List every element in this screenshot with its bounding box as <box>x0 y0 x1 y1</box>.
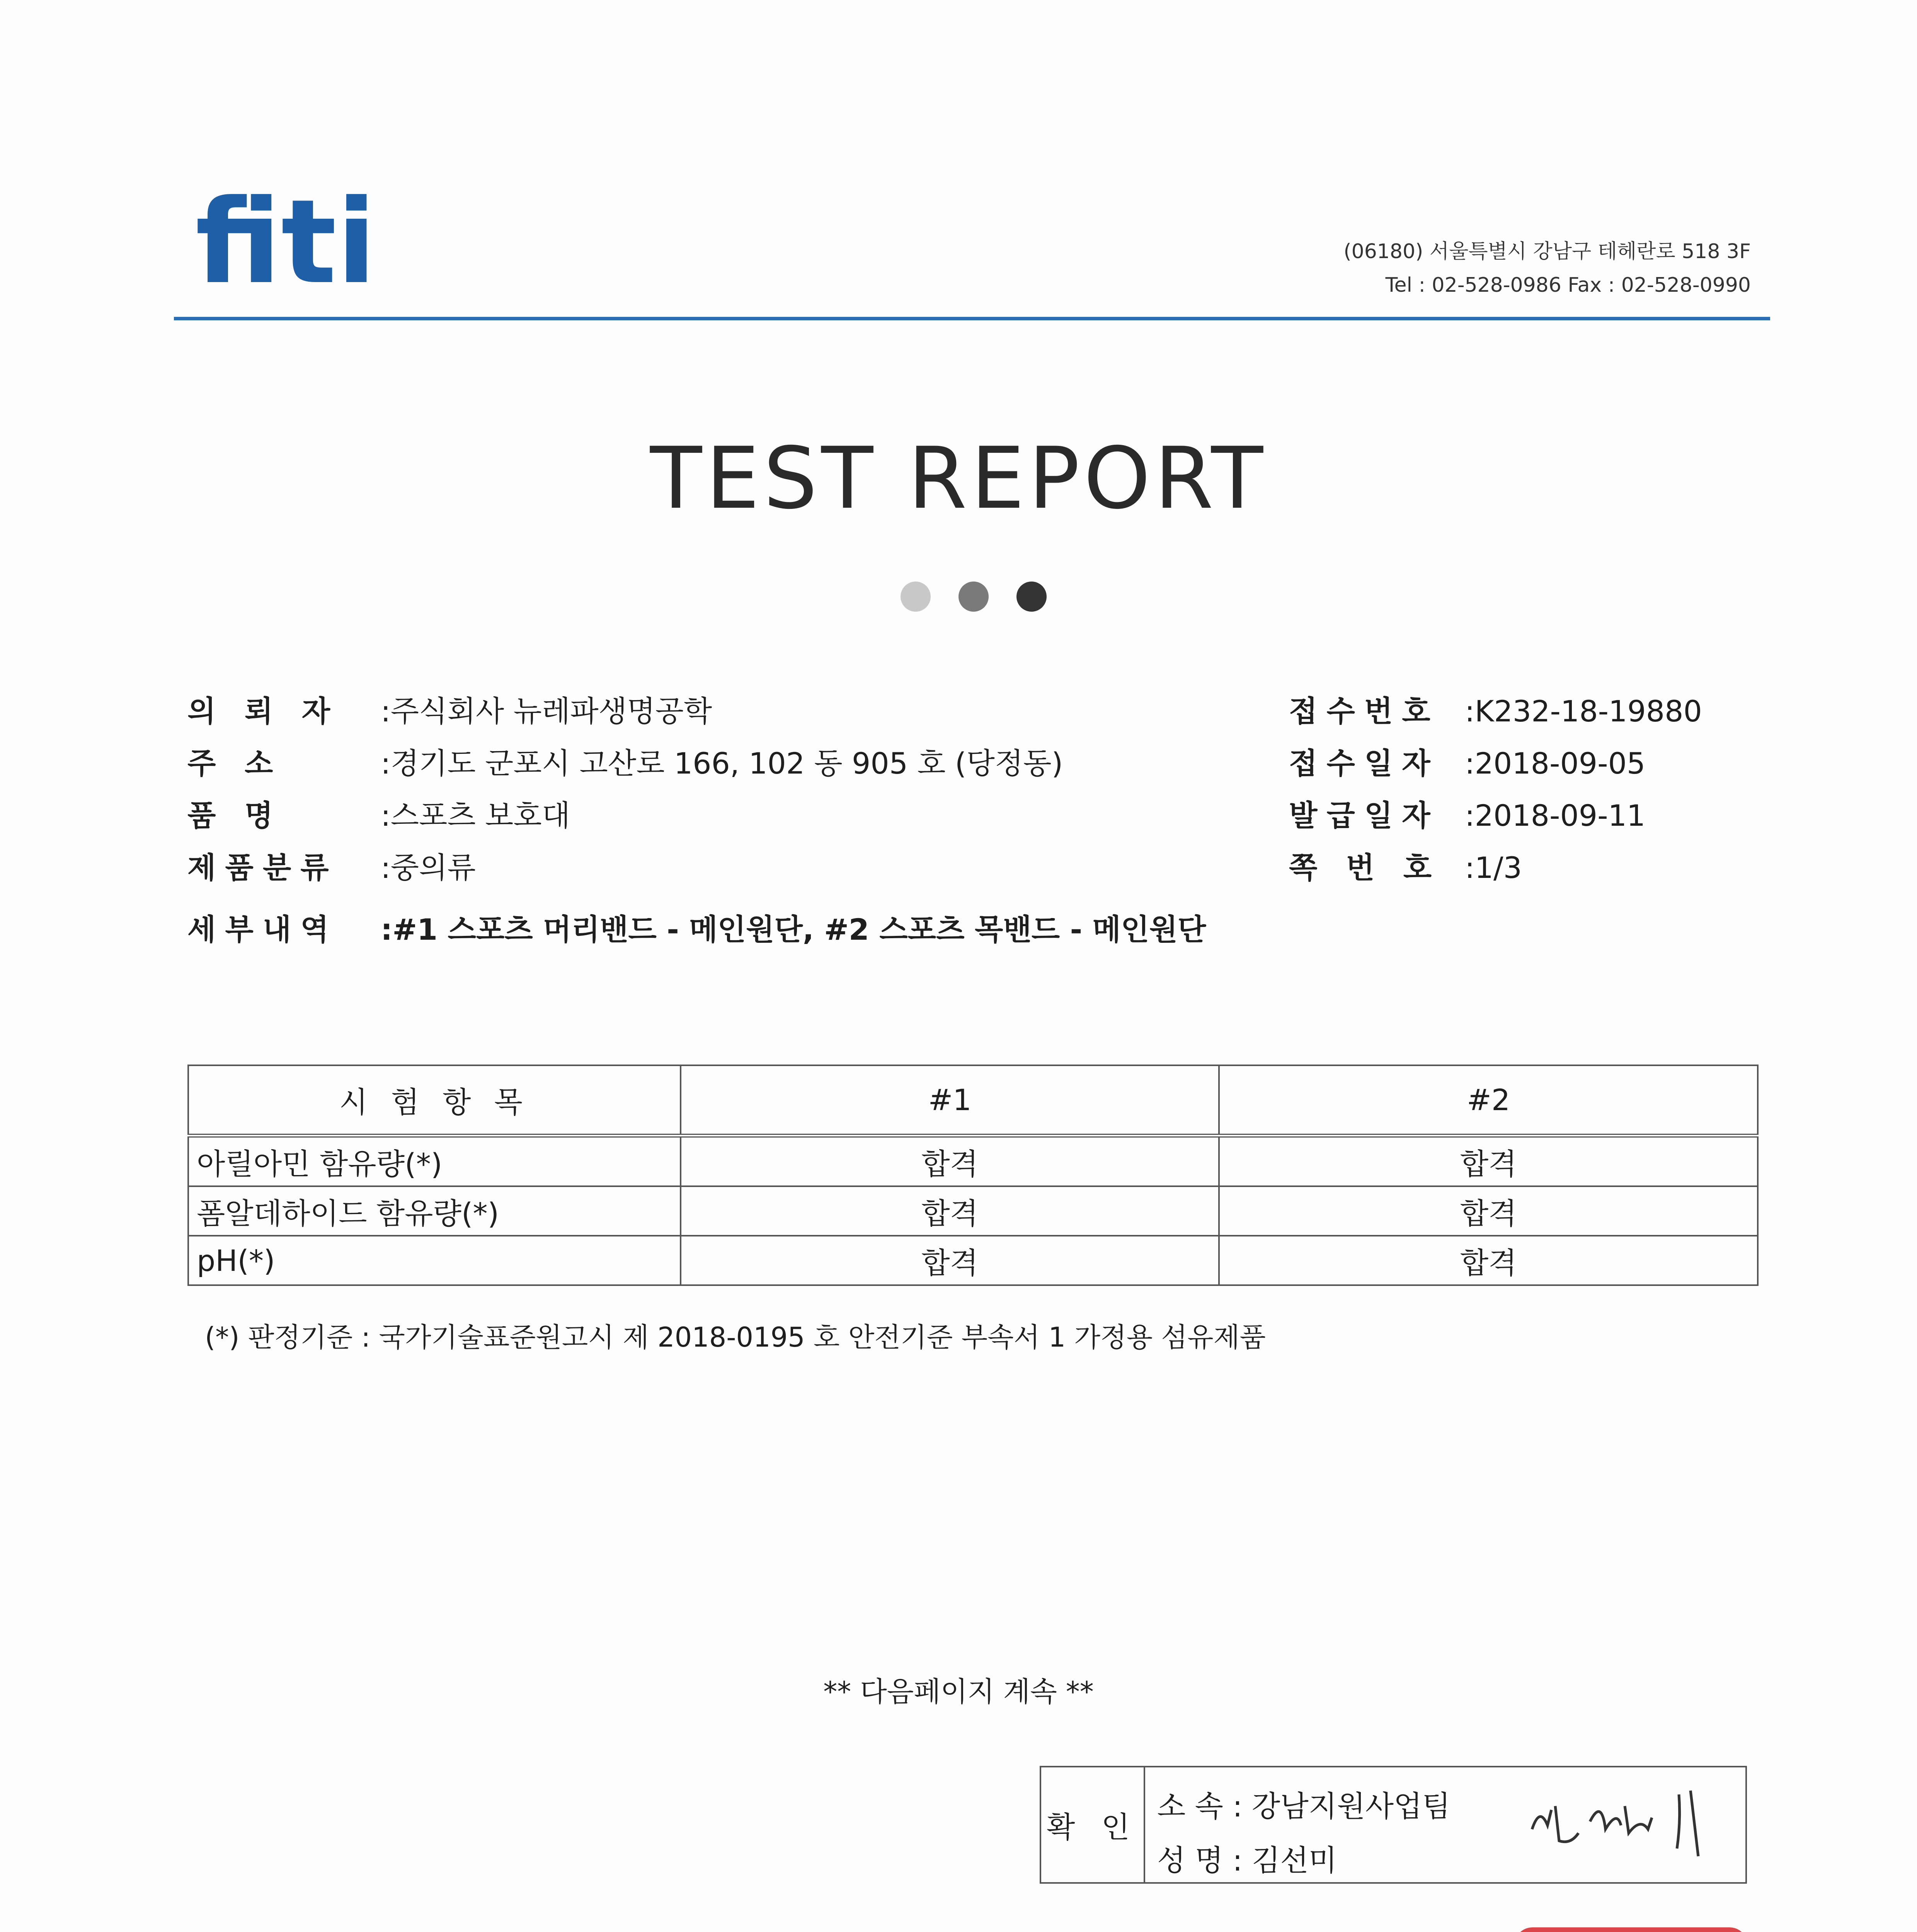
confirmation-box <box>1040 1766 1747 1884</box>
report-title: TEST REPORT <box>650 429 1267 528</box>
dot-light <box>901 582 931 612</box>
seal-border <box>1509 1922 1753 1932</box>
results-table <box>187 1065 1759 1286</box>
continued-notice: ** 다음페이지 계속 ** <box>823 1675 1094 1708</box>
info-value: :스포츠 보호대 <box>381 798 570 833</box>
info-value: :1/3 <box>1465 850 1522 885</box>
info-label: 의 뢰 자 <box>187 694 340 728</box>
table-row <box>188 1186 1758 1236</box>
confirm-label: 확 인 <box>1041 1767 1145 1882</box>
header-divider <box>174 317 1770 320</box>
info-page-number <box>1289 844 1522 886</box>
info-value: :2018-09-05 <box>1465 746 1646 781</box>
info-label: 쪽 번 호 <box>1289 850 1441 885</box>
info-receipt-number <box>1289 688 1702 730</box>
info-label: 접수번호 <box>1289 694 1440 728</box>
header-address: (06180) 서울특별시 강남구 테헤란로 518 3F <box>1343 240 1751 263</box>
info-label: 발급일자 <box>1289 798 1440 833</box>
info-receipt-date <box>1289 740 1645 782</box>
table-cell: pH(*) <box>188 1236 681 1285</box>
info-category <box>187 844 476 886</box>
table-header: #1 <box>681 1065 1219 1136</box>
table-cell: 합격 <box>681 1136 1219 1186</box>
table-header: #2 <box>1219 1065 1758 1136</box>
handwritten-signature <box>1524 1783 1725 1860</box>
criteria-note: (*) 판정기준 : 국가기술표준원고시 제 2018-0195 호 안전기준 부속서 1 가정용 섬유제품 <box>205 1321 1266 1353</box>
table-cell: 합격 <box>1219 1236 1758 1285</box>
info-client <box>187 688 712 730</box>
info-label: 주 소 <box>187 746 283 781</box>
table-cell: 합격 <box>1219 1136 1758 1186</box>
info-issue-date <box>1289 792 1645 834</box>
info-label: 세부내역 <box>187 912 338 947</box>
dot-dark <box>1016 582 1047 612</box>
confirm-department: 소 속 : 강남지원사업팀 <box>1157 1789 1451 1823</box>
table-cell: 합격 <box>1219 1186 1758 1236</box>
fiti-logo <box>191 182 485 309</box>
official-seal <box>1509 1922 1753 1932</box>
info-label: 제품분류 <box>187 850 338 885</box>
table-row <box>188 1136 1758 1186</box>
svg-text:fiti: fiti <box>195 182 376 309</box>
table-cell: 합격 <box>681 1236 1219 1285</box>
info-label: 접수일자 <box>1289 746 1440 781</box>
info-value: :K232-18-19880 <box>1465 694 1702 728</box>
info-value: :#1 스포츠 머리밴드 - 메인원단, #2 스포츠 목밴드 - 메인원단 <box>381 912 1206 947</box>
table-header-row <box>188 1065 1758 1136</box>
table-header: 시 험 항 목 <box>188 1065 681 1136</box>
table-row <box>188 1236 1758 1285</box>
info-value: :중의류 <box>381 850 476 885</box>
dot-mid <box>958 582 989 612</box>
table-cell: 아릴아민 함유량(*) <box>188 1136 681 1186</box>
info-value: :주식회사 뉴레파생명공학 <box>381 694 712 728</box>
info-label: 품 명 <box>187 798 283 833</box>
info-detail <box>187 906 1206 948</box>
confirm-name: 성 명 : 김선미 <box>1157 1843 1337 1878</box>
info-value: :경기도 군포시 고산로 166, 102 동 905 호 (당정동) <box>381 746 1063 781</box>
info-address <box>187 740 1063 782</box>
title-dots <box>901 582 1047 612</box>
header-contact: Tel : 02-528-0986 Fax : 02-528-0990 <box>1385 274 1751 297</box>
info-value: :2018-09-11 <box>1465 798 1646 833</box>
table-cell: 폼알데하이드 함유량(*) <box>188 1186 681 1236</box>
table-cell: 합격 <box>681 1186 1219 1236</box>
info-product <box>187 792 570 834</box>
